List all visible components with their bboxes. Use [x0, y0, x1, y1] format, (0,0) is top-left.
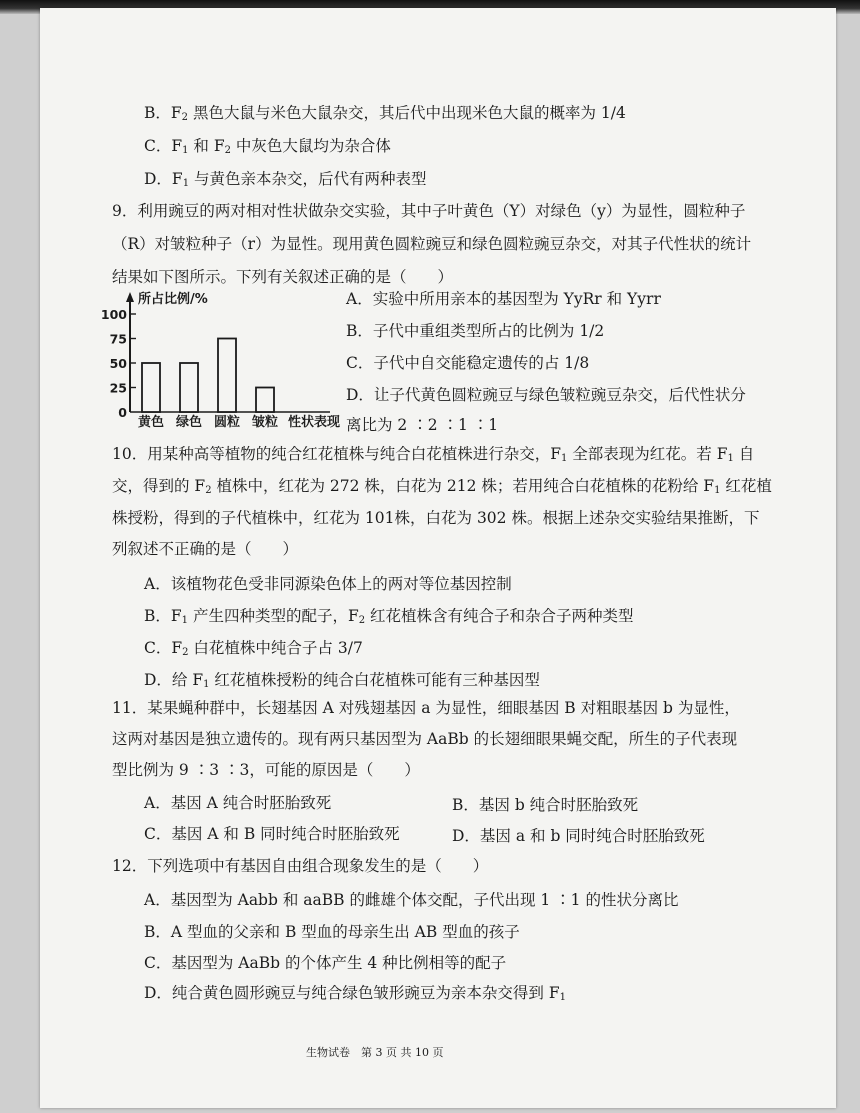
y-tick-label: 100 — [100, 307, 127, 322]
q10-stem-line2: 交，得到的 $F_2$ 植株中，红花为 272 株，白花为 212 株；若用纯合白花植株的花粉给 $F_1$ 红花植 — [112, 477, 772, 496]
exam-page — [40, 8, 836, 1108]
q12-option-c: C．基因型为 AaBb 的个体产生 4 种比例相等的配子 — [144, 954, 507, 972]
bar-皱粒 — [256, 388, 274, 413]
bar-黄色 — [142, 363, 160, 412]
q9-option-d-line2: 离比为 2 ∶2 ∶1 ∶1 — [346, 416, 499, 434]
q11-option-b: B．基因 b 纯合时胚胎致死 — [452, 796, 639, 814]
q9-option-d-line1: D．让子代黄色圆粒豌豆与绿色皱粒豌豆杂交，后代性状分 — [346, 386, 746, 404]
q11-stem-line1: 11．某果蝇种群中，长翅基因 A 对残翅基因 a 为显性，细眼基因 B 对粗眼基因 b 为显性， — [112, 699, 740, 717]
q12-option-b: B．A 型血的父亲和 B 型血的母亲生出 AB 型血的孩子 — [144, 923, 520, 941]
page-footer: 生物试卷 第 3 页 共 10 页 — [306, 1046, 444, 1059]
q9-option-b: B．子代中重组类型所占的比例为 1/2 — [346, 322, 605, 340]
q8-option-c: C．$F_1$ 和 $F_2$ 中灰色大鼠均为杂合体 — [144, 137, 391, 156]
y-tick-label: 50 — [109, 356, 127, 371]
x-tick-label: 皱粒 — [251, 415, 279, 428]
x-tick-label: 圆粒 — [213, 415, 241, 428]
q11-option-c: C．基因 A 和 B 同时纯合时胚胎致死 — [144, 825, 400, 843]
q11-option-d: D．基因 a 和 b 同时纯合时胚胎致死 — [452, 827, 705, 845]
y-axis-label: 所占比例/% — [138, 292, 208, 307]
q10-stem-line1: 10．用某种高等植物的纯合红花植株与纯合白花植株进行杂交，$F_1$ 全部表现为红花。若 $F_1$ 自 — [112, 445, 755, 464]
q10-option-d: D．给 $F_1$ 红花植株授粉的纯合白花植株可能有三种基因型 — [144, 671, 540, 690]
q9-stem-line1: 9．利用豌豆的两对相对性状做杂交实验，其中子叶黄色（Y）对绿色（y）为显性，圆粒种子 — [112, 202, 746, 220]
y-axis-arrow — [126, 292, 134, 302]
q10-stem-line4: 列叙述不正确的是（ ） — [112, 540, 299, 558]
q9-bar-chart — [90, 284, 340, 428]
q10-option-b: B．$F_1$ 产生四种类型的配子，$F_2$ 红花植株含有纯合子和杂合子两种类型 — [144, 607, 634, 626]
y-tick-label: 75 — [109, 331, 127, 347]
q12-stem: 12．下列选项中有基因自由组合现象发生的是（ ） — [112, 857, 489, 875]
bar-圆粒 — [218, 339, 236, 413]
x-axis-label: 性状表现 — [287, 415, 340, 428]
q11-stem-line2: 这两对基因是独立遗传的。现有两只基因型为 AaBb 的长翅细眼果蝇交配，所生的子代表现 — [112, 730, 738, 748]
q10-option-c: C．$F_2$ 白花植株中纯合子占 3/7 — [144, 639, 363, 658]
q8-option-d: D．$F_1$ 与黄色亲本杂交，后代有两种表型 — [144, 170, 427, 189]
q9-option-a: A．实验中所用亲本的基因型为 YyRr 和 Yyrr — [346, 290, 661, 308]
q12-option-d: D．纯合黄色圆形豌豆与纯合绿色皱形豌豆为亲本杂交得到 $F_1$ — [144, 984, 566, 1003]
q9-stem-line3: 结果如下图所示。下列有关叙述正确的是（ ） — [112, 268, 454, 286]
q11-stem-line3: 型比例为 9 ∶3 ∶3，可能的原因是（ ） — [112, 761, 420, 779]
q9-option-c: C．子代中自交能稳定遗传的占 1/8 — [346, 354, 590, 372]
q10-stem-line3: 株授粉，得到的子代植株中，红花为 101株，白花为 302 株。根据上述杂交实验结果推断，下 — [112, 509, 760, 527]
q11-option-a: A．基因 A 纯合时胚胎致死 — [144, 794, 332, 812]
q12-option-a: A．基因型为 Aabb 和 aaBB 的雌雄个体交配，子代出现 1 ∶1 的性状分离比 — [144, 891, 679, 909]
q10-option-a: A．该植物花色受非同源染色体上的两对等位基因控制 — [144, 575, 512, 593]
y-tick-label: 25 — [109, 380, 127, 396]
y-tick-label: 0 — [118, 405, 127, 420]
x-tick-label: 绿色 — [175, 415, 203, 428]
x-tick-label: 黄色 — [137, 415, 165, 428]
q9-stem-line2: （R）对皱粒种子（r）为显性。现用黄色圆粒豌豆和绿色圆粒豌豆杂交，对其子代性状的统计 — [112, 235, 752, 253]
q8-option-b: B．$F_2$ 黑色大鼠与米色大鼠杂交，其后代中出现米色大鼠的概率为 1/4 — [144, 104, 626, 123]
bar-绿色 — [180, 363, 198, 412]
